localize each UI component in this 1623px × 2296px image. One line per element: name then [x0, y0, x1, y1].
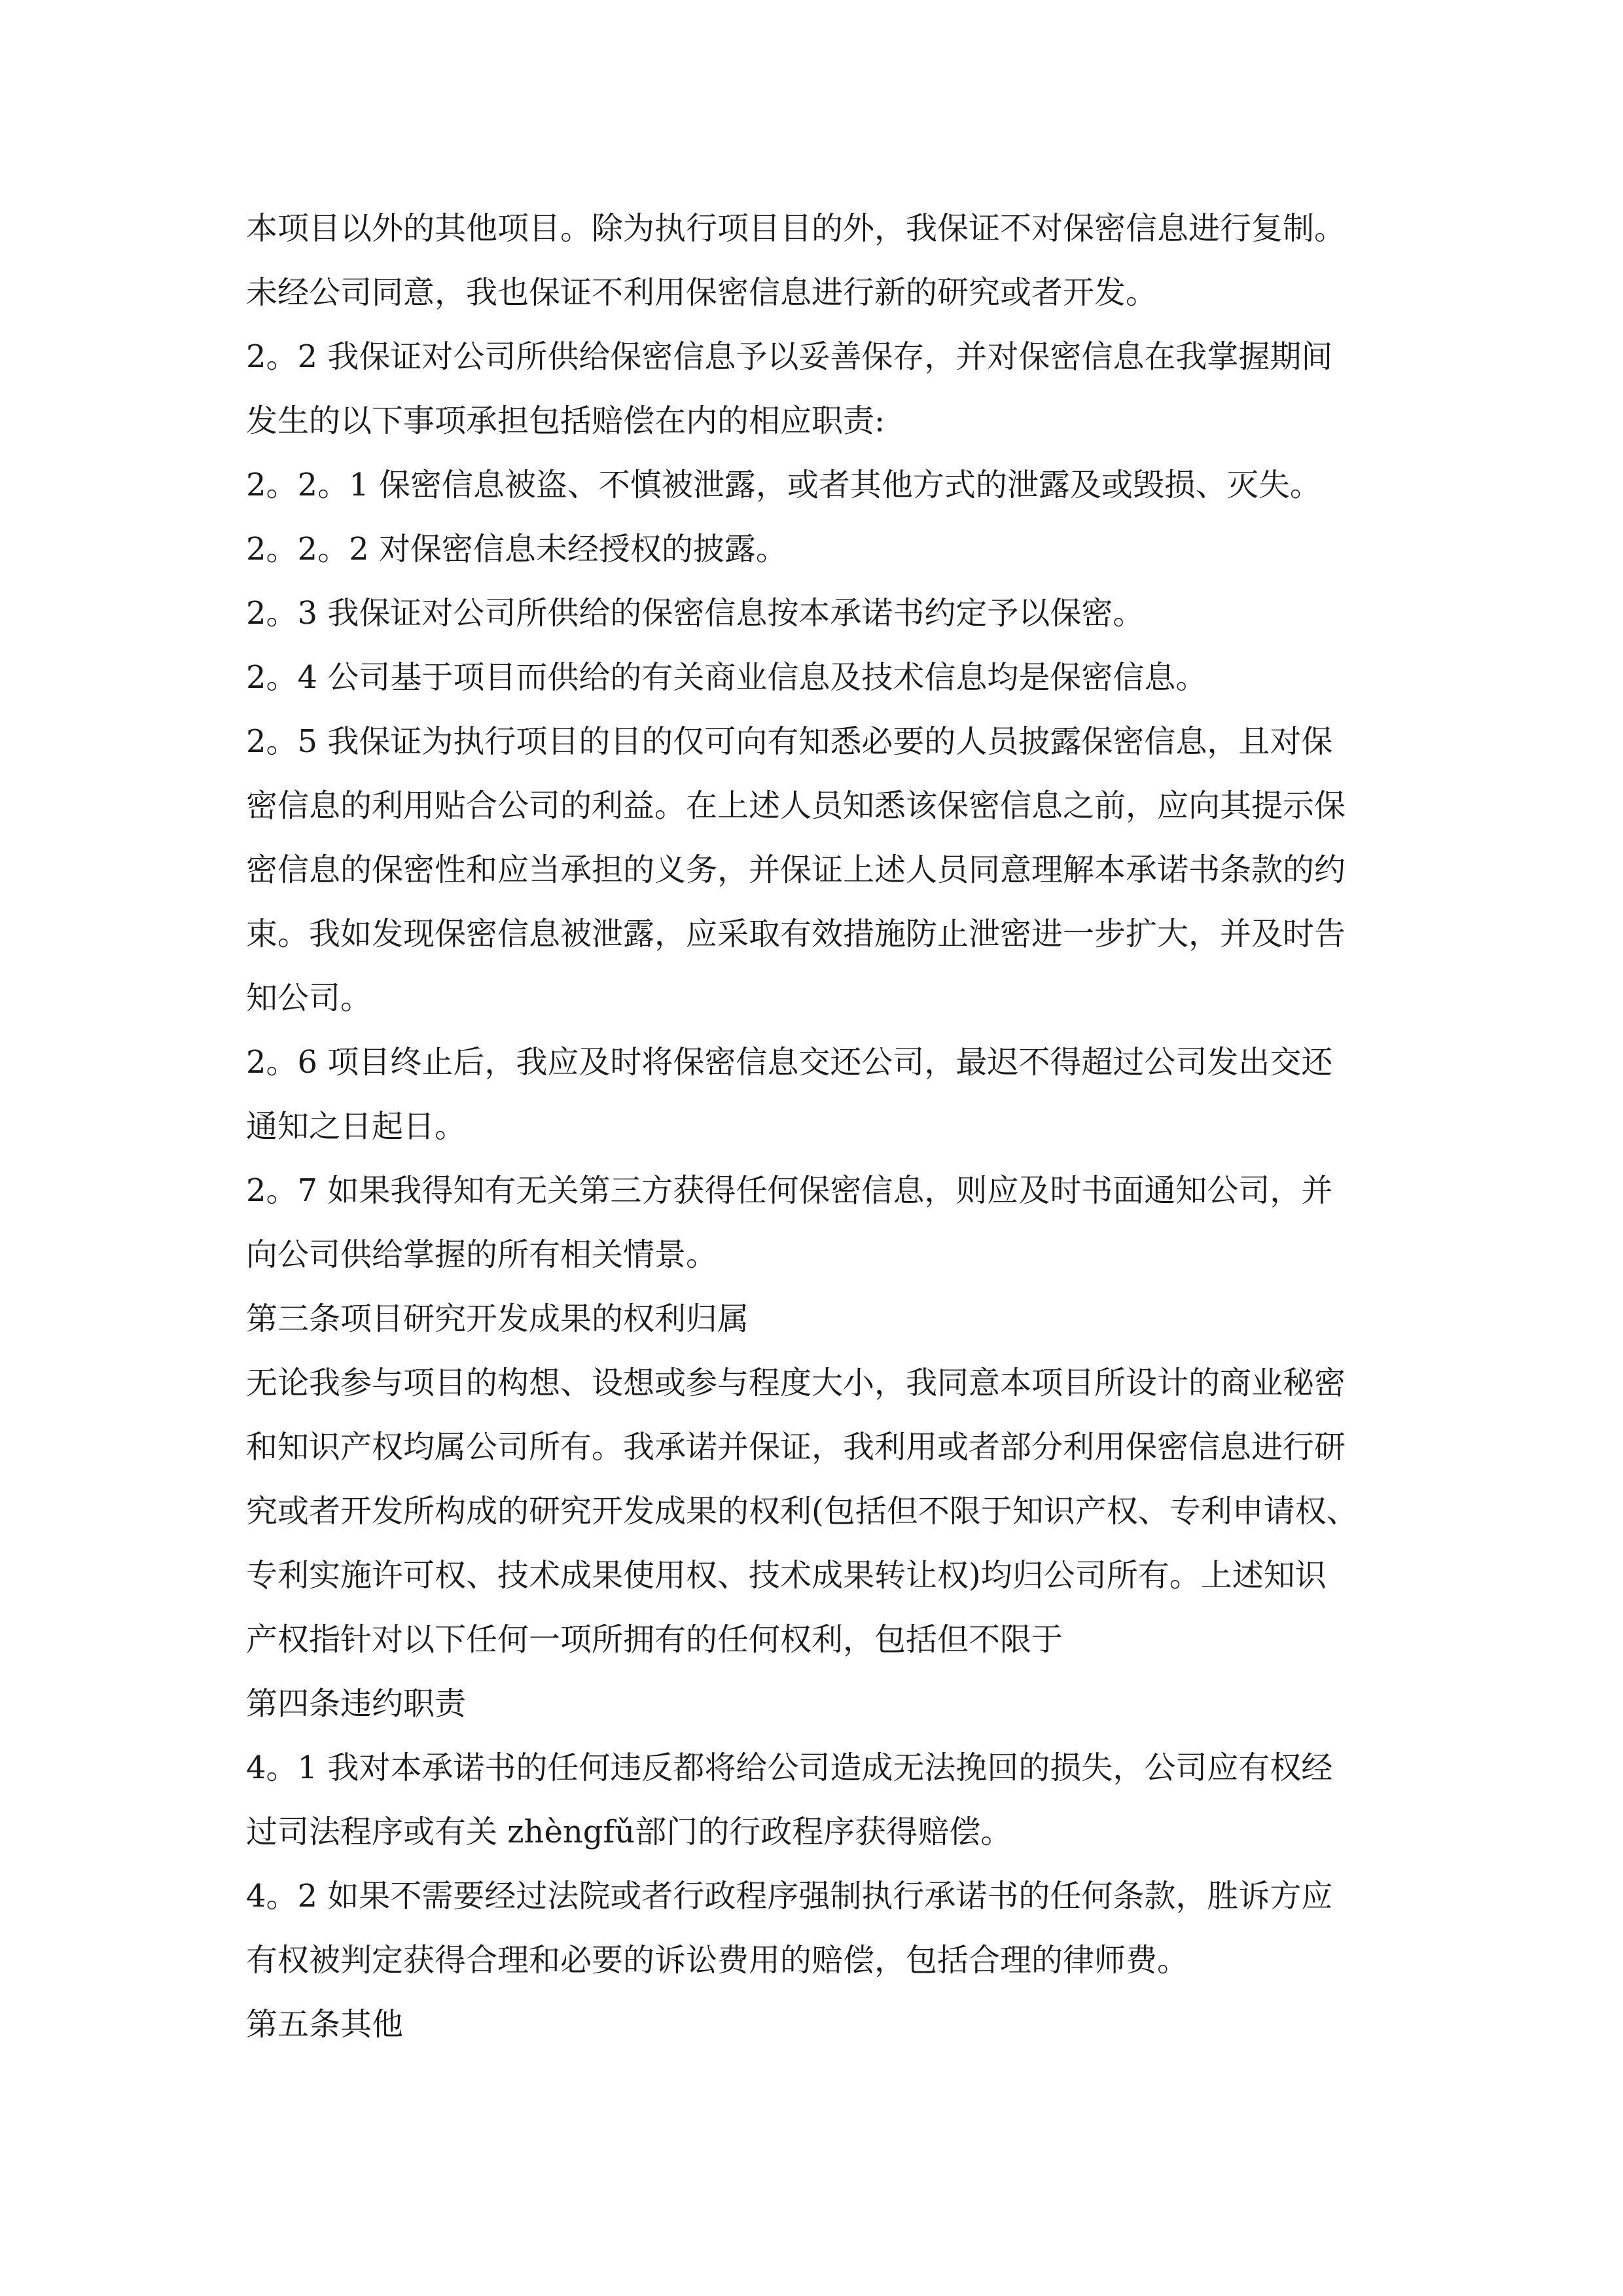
text-line: 本项目以外的其他项目。除为执行项目目的外，我保证不对保密信息进行复制。 — [246, 210, 1346, 247]
text-line: 2。2。1 保密信息被盗、不慎被泄露，或者其他方式的泄露及或毁损、灭失。 — [246, 467, 1321, 503]
text-line: 2。2 我保证对公司所供给保密信息予以妥善保存，并对保密信息在我掌握期间 — [246, 338, 1333, 375]
text-line: 向公司供给掌握的所有相关情景。 — [246, 1236, 718, 1273]
text-line: 专利实施许可权、技术成果使用权、技术成果转让权)均归公司所有。上述知识 — [246, 1557, 1327, 1594]
text-line: 2。3 我保证对公司所供给的保密信息按本承诺书约定予以保密。 — [246, 595, 1145, 632]
text-line: 2。7 如果我得知有无关第三方获得任何保密信息，则应及时书面通知公司，并 — [246, 1172, 1333, 1209]
text-line: 2。6 项目终止后，我应及时将保密信息交还公司，最迟不得超过公司发出交还 — [246, 1044, 1333, 1081]
text-line: 未经公司同意，我也保证不利用保密信息进行新的研究或者开发。 — [246, 274, 1158, 311]
text-line: 产权指针对以下任何一项所拥有的任何权利，包括但不限于 — [246, 1621, 1063, 1658]
text-line: 和知识产权均属公司所有。我承诺并保证，我利用或者部分利用保密信息进行研 — [246, 1429, 1346, 1465]
section-heading: 第五条其他 — [246, 2006, 404, 2043]
text-line: 4。1 我对本承诺书的任何违反都将给公司造成无法挽回的损失，公司应有权经 — [246, 1749, 1333, 1786]
text-line: 4。2 如果不需要经过法院或者行政程序强制执行承诺书的任何条款，胜诉方应 — [246, 1878, 1333, 1914]
text-line: 2。4 公司基于项目而供给的有关商业信息及技术信息均是保密信息。 — [246, 659, 1207, 696]
section-heading: 第三条项目研究开发成果的权利归属 — [246, 1300, 749, 1337]
text-line: 发生的以下事项承担包括赔偿在内的相应职责: — [246, 403, 885, 439]
text-line: 2。5 我保证为执行项目的目的仅可向有知悉必要的人员披露保密信息，且对保 — [246, 723, 1333, 760]
section-heading: 第四条违约职责 — [246, 1685, 467, 1722]
text-line: 密信息的保密性和应当承担的义务，并保证上述人员同意理解本承诺书条款的约 — [246, 852, 1346, 888]
text-line: 无论我参与项目的构想、设想或参与程度大小，我同意本项目所设计的商业秘密 — [246, 1365, 1346, 1401]
text-line: 通知之日起日。 — [246, 1108, 467, 1145]
text-line: 密信息的利用贴合公司的利益。在上述人员知悉该保密信息之前，应向其提示保 — [246, 787, 1346, 824]
text-line: 过司法程序或有关 zhèngfǔ部门的行政程序获得赔偿。 — [246, 1814, 1012, 1850]
text-line: 知公司。 — [246, 980, 372, 1016]
text-line: 有权被判定获得合理和必要的诉讼费用的赔偿，包括合理的律师费。 — [246, 1942, 1189, 1979]
text-line: 2。2。2 对保密信息未经授权的披露。 — [246, 531, 787, 567]
text-line: 究或者开发所构成的研究开发成果的权利(包括但不限于知识产权、专利申请权、 — [246, 1493, 1358, 1530]
text-line: 束。我如发现保密信息被泄露，应采取有效措施防止泄密进一步扩大，并及时告 — [246, 916, 1346, 952]
